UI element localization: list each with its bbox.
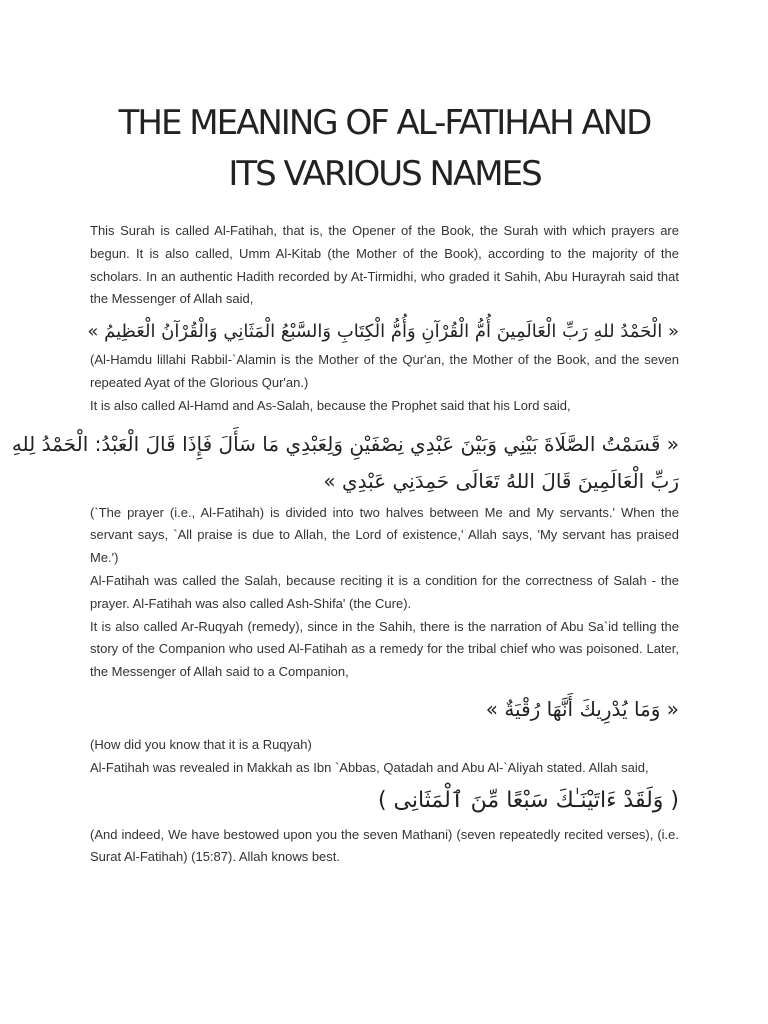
arabic-ruqyah-quote: « وَمَا يُدْرِيكَ أَنَّهَا رُقْيَةٌ »: [485, 696, 679, 721]
document-body: [11, 220, 679, 869]
arabic-hadith-umm-al-kitab: « الْحَمْدُ للهِ رَبِّ الْعَالَمِينَ أُمُّ الْقُرْآنِ وَأُمُّ الْكِتَابِ وَالسَّبْعُ الْمَثَانِي وَالْقُرْآنُ الْعَظِيمُ »: [87, 321, 679, 343]
paragraph-hadith-translation: (Al-Hamdu lillahi Rabbil-`Alamin is the Mother of the Qur'an, the Mother of the Book, and the seven repeated Ayat of the Glorious Qur'an.): [90, 352, 679, 390]
page-title-line-1: THE MEANING OF AL-FATIHAH AND: [118, 103, 651, 143]
paragraph-verse-translation: (And indeed, We have bestowed upon you the seven Mathani) (seven repeatedly recited verses), (i.e. Surat Al-Fatihah) (15:87). Allah knows best.: [90, 826, 679, 865]
page-title: [90, 0, 679, 200]
arabic-verse-15-87: ( وَلَقَدْ ءَاتَيْنَـٰكَ سَبْعًا مِّنَ ٱلْمَثَانِى ): [377, 787, 679, 813]
paragraph-salah: Al-Fatihah was called the Salah, because reciting it is a condition for the correctness of Salah - the prayer. Al-Fatihah was also called Ash-Shifa' (the Cure).: [90, 572, 679, 611]
paragraph-revelation: Al-Fatihah was revealed in Makkah as Ibn `Abbas, Qatadah and Abu Al-`Aliyah stated. Allah said,: [90, 759, 649, 775]
paragraph-ruqyah-translation: (How did you know that it is a Ruqyah): [90, 736, 312, 752]
arabic-hadith-qudsi-line-2: رَبِّ الْعَالَمِينَ قَالَ اللهُ تَعَالَى حَمِدَنِي عَبْدِي »: [323, 468, 679, 493]
arabic-hadith-qudsi-line-1: « قَسَمْتُ الصَّلَاةَ بَيْنِي وَبَيْنَ عَبْدِي نِصْفَيْنِ وَلِعَبْدِي مَا سَأَلَ فَإِذَا قَالَ الْعَبْدُ: الْحَمْدُ لِلهِ: [11, 431, 679, 456]
paragraph-intro: This Surah is called Al-Fatihah, that is, the Opener of the Book, the Surah with which prayers are begun. It is also called, Umm Al-Kitab (the Mother of the Book), according to the majority of the scholars. In an authentic Hadith recorded by At-Tirmidhi, who graded it Sahih, Abu Hurayrah said that the Messenger of Allah said,: [90, 223, 679, 307]
paragraph-al-hamd: It is also called Al-Hamd and As-Salah, because the Prophet said that his Lord said,: [90, 397, 571, 413]
paragraph-ruqyah: It is also called Ar-Ruqyah (remedy), since in the Sahih, there is the narration of Abu Sa`id telling the story of the Companion who used Al-Fatihah as a remedy for the tribal chief who was poisoned. Later, the Messenger of Allah said to a Companion,: [90, 618, 679, 680]
paragraph-prayer-translation: (`The prayer (i.e., Al-Fatihah) is divided into two halves between Me and My servants.' When the servant says, `All praise is due to Allah, the Lord of existence,' Allah says, 'My servant has praised Me.'): [90, 504, 679, 566]
page-title-line-2: ITS VARIOUS NAMES: [228, 154, 541, 194]
